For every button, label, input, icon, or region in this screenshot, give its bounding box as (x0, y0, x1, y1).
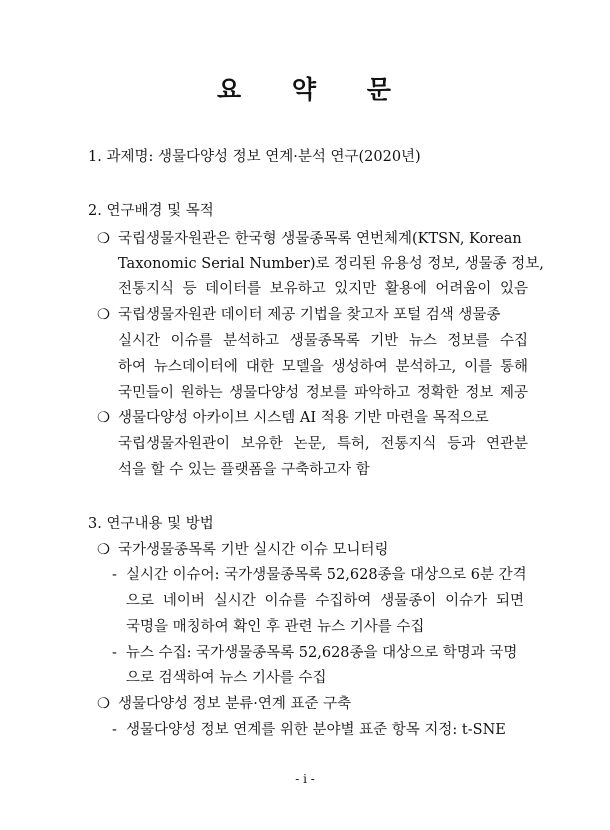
s3-dash-1-line-3: 국명을 매칭하여 확인 후 관련 뉴스 기사를 수집 (126, 619, 425, 635)
page-number: - i - (295, 772, 315, 786)
s2-bullet-2-line-3: 하여 뉴스데이터에 대한 모델을 생성하여 분석하고, 이를 통해 (118, 359, 528, 375)
bullet-icon: ❍ (97, 307, 110, 323)
s3-dash-1-line-2: 으로 네이버 실시간 이슈를 수집하여 생물종이 이슈가 되면 (126, 593, 524, 609)
page-title (0, 70, 610, 106)
s3-dash-3-line-1: - 생물다양성 정보 연계를 위한 분야별 표준 항목 지정: t-SNE (112, 722, 506, 738)
title-char-2: 약 (291, 75, 319, 104)
s2-bullet-1-line-2: Taxonomic Serial Number)로 정리된 유용성 정보, 생물종 정보, (118, 256, 544, 272)
s3-bullet-1: ❍ 국가생물종목록 기반 실시간 이슈 모니터링 (97, 542, 389, 558)
s2-bullet-1-line-1: ❍ 국립생물자원관은 한국형 생물종목록 연번체계(KTSN, Korean (97, 231, 522, 247)
dash-marker: - (112, 567, 117, 583)
section-2-heading: 2. 연구배경 및 목적 (88, 203, 214, 219)
s2-bullet-3-line-1: ❍ 생물다양성 아카이브 시스템 AI 적용 기반 마련을 목적으로 (97, 410, 489, 426)
s3-dash-1-line-1: - 실시간 이슈어: 국가생물종목록 52,628종을 대상으로 6분 간격 (112, 567, 527, 583)
bullet-icon: ❍ (97, 696, 110, 712)
title-char-1: 요 (217, 75, 244, 104)
s2-bullet-1-line-3: 전통지식 등 데이터를 보유하고 있지만 활용에 어려움이 있음 (118, 281, 528, 297)
section-1-heading: 1. 과제명: 생물다양성 정보 연계·분석 연구(2020년) (88, 149, 421, 165)
s2-bullet-3-line-3: 석을 할 수 있는 플랫폼을 구축하고자 함 (118, 462, 370, 478)
s2-bullet-2-line-1: ❍ 국립생물자원관 데이터 제공 기법을 찾고자 포털 검색 생물종 (97, 307, 501, 323)
dash-marker: - (112, 645, 117, 661)
s3-bullet-2: ❍ 생물다양성 정보 분류·연계 표준 구축 (97, 696, 352, 712)
section-3-heading: 3. 연구내용 및 방법 (88, 516, 214, 532)
dash-marker: - (112, 722, 117, 738)
s2-bullet-3-line-2: 국립생물자원관이 보유한 논문, 특허, 전통지식 등과 연관분 (118, 436, 528, 452)
s3-dash-2-line-1: - 뉴스 수집: 국가생물종목록 52,628종을 대상으로 학명과 국명 (112, 645, 518, 661)
s2-bullet-2-line-2: 실시간 이슈를 분석하고 생물종목록 기반 뉴스 정보를 수집 (118, 333, 528, 349)
bullet-icon: ❍ (97, 410, 110, 426)
title-char-3: 문 (366, 75, 393, 104)
bullet-icon: ❍ (97, 542, 110, 558)
bullet-icon: ❍ (97, 231, 110, 247)
s3-dash-2-line-2: 으로 검색하여 뉴스 기사를 수집 (126, 670, 327, 686)
s2-bullet-2-line-4: 국민들이 원하는 생물다양성 정보를 파악하고 정확한 정보 제공 (118, 385, 528, 401)
